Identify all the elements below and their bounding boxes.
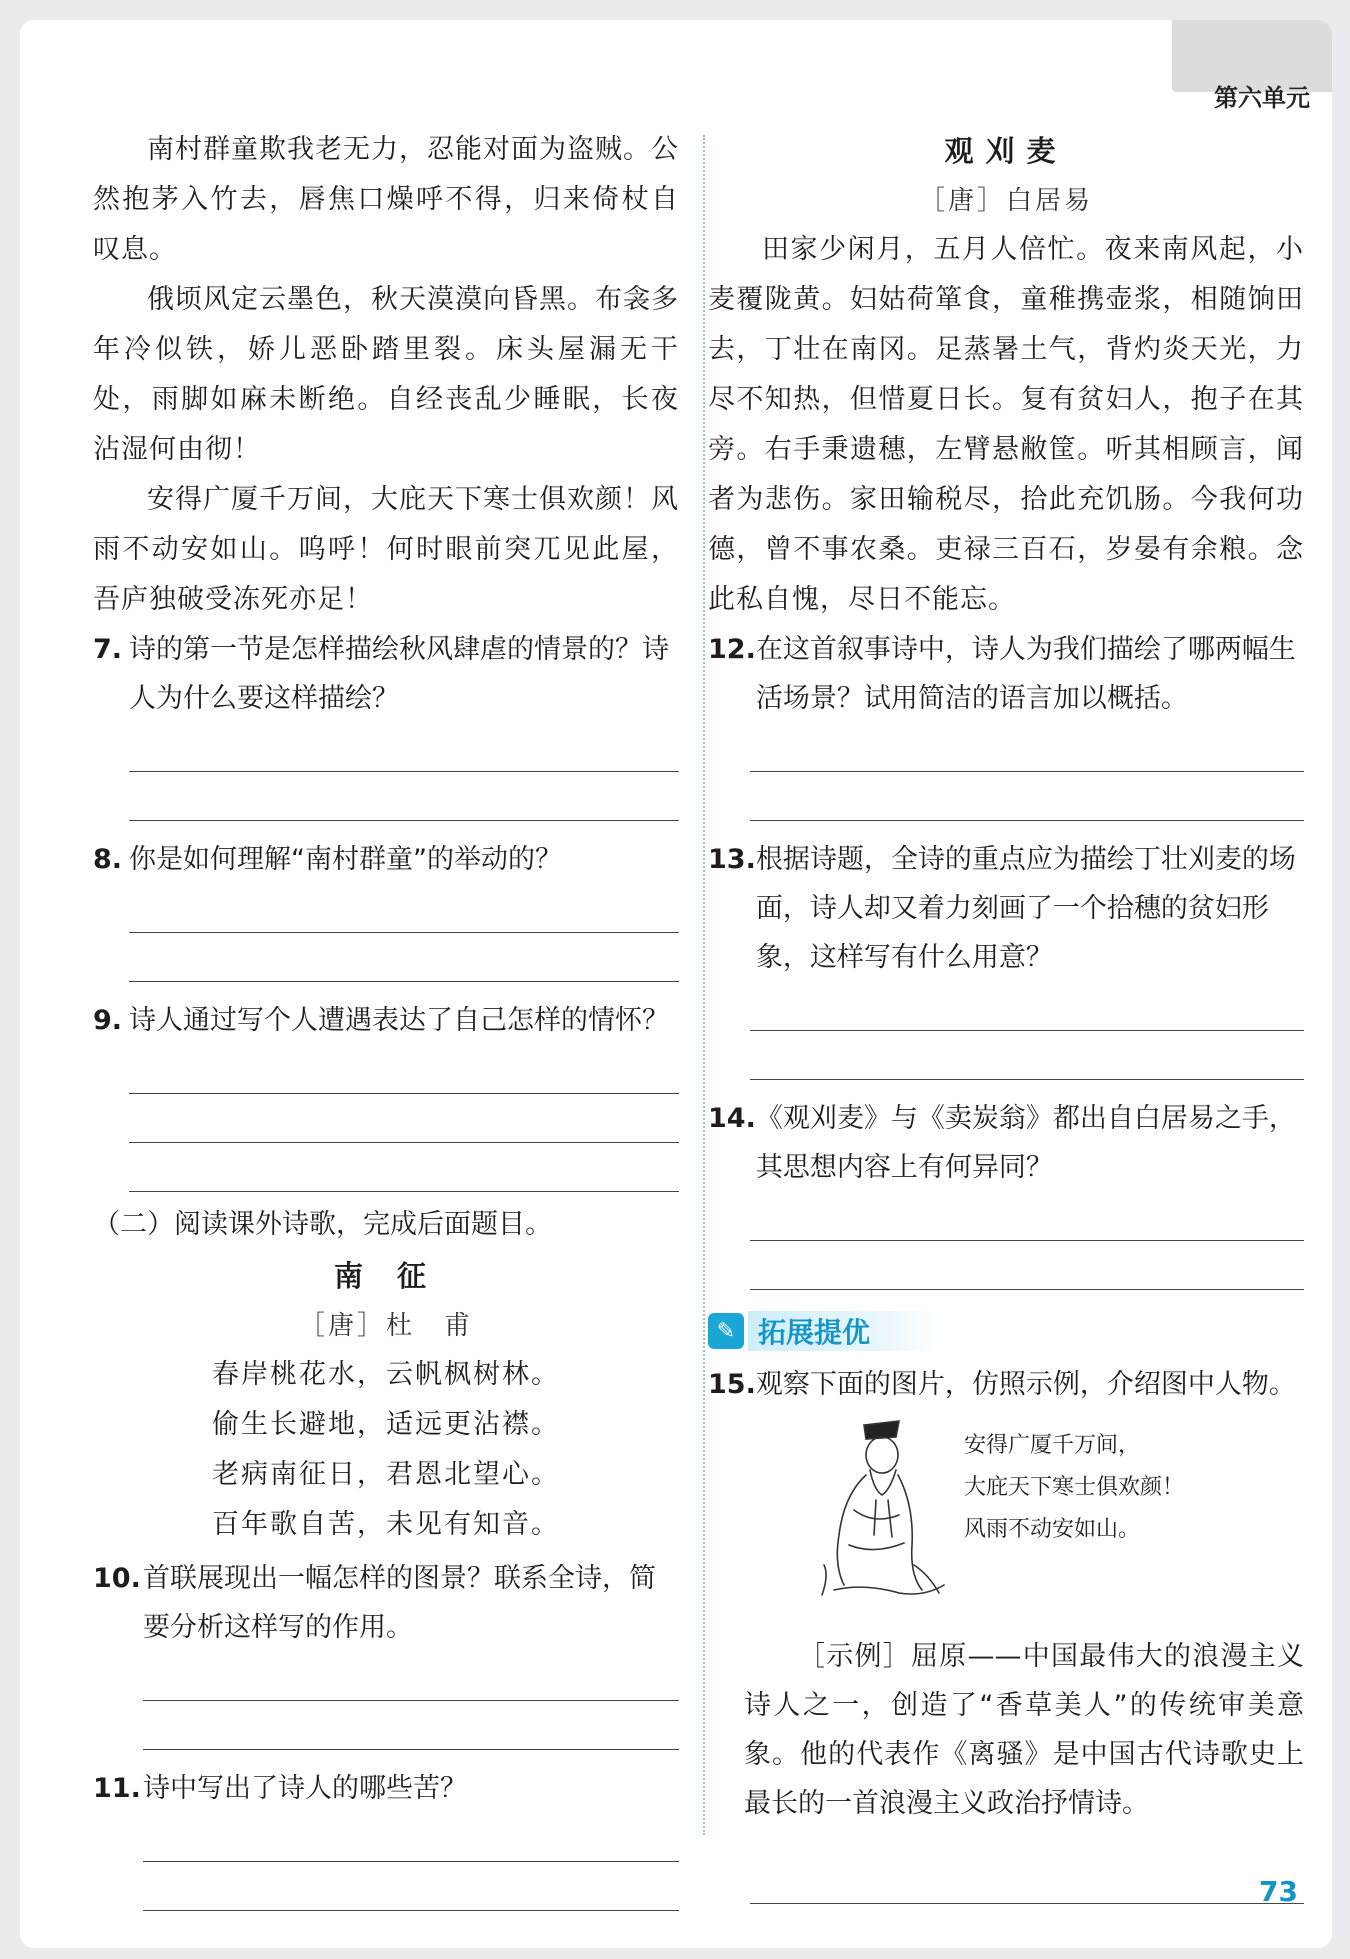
left-column (93, 125, 679, 1911)
unit-label: 第六单元 (1214, 84, 1310, 112)
answer-line[interactable] (750, 1904, 1304, 1948)
answer-line[interactable] (750, 1031, 1304, 1080)
answer-line[interactable] (129, 772, 679, 821)
question-15: 15. 观察下面的图片，仿照示例，介绍图中人物。 (708, 1369, 1296, 1400)
answer-line[interactable] (129, 933, 679, 982)
poem-paragraph: 俄顷风定云墨色，秋天漠漠向昏黑。布衾多年冷似铁，娇儿恶卧踏里裂。床头屋漏无干处，雨脚如麻未断绝。自经丧乱少睡眠，长夜沾湿何由彻！ (93, 284, 679, 465)
right-column (708, 125, 1304, 1948)
question-7: 7. 诗的第一节是怎样描绘秋风肆虐的情景的？诗人为什么要这样描绘？ (93, 634, 669, 714)
question-14: 14. 《观刈麦》与《卖炭翁》都出自白居易之手，其思想内容上有何异同？ (708, 1103, 1296, 1183)
question-12: 12. 在这首叙事诗中，诗人为我们描绘了哪两幅生活场景？试用简洁的语言加以概括。 (708, 634, 1296, 714)
answer-line[interactable] (129, 884, 679, 933)
figure (744, 1415, 1304, 1605)
extension-badge (708, 1306, 1304, 1356)
figure-caption: 安得广厦千万间， 大庇天下寒士俱欢颜！ 风雨不动安如山。 (964, 1433, 1185, 1542)
answer-line[interactable] (750, 1192, 1304, 1241)
poem-paragraph: 安得广厦千万间，大庇天下寒士俱欢颜！风雨不动安如山。呜呼！何时眼前突兀见此屋，吾庐独破受冻死亦足！ (93, 484, 679, 615)
poet-illustration (804, 1415, 954, 1600)
poem-title: 南 征 (333, 1259, 439, 1293)
poem-title: 观刈麦 (944, 134, 1068, 168)
answer-line[interactable] (129, 723, 679, 772)
question-10: 10. 首联展现出一幅怎样的图景？联系全诗，简要分析这样写的作用。 (93, 1563, 656, 1643)
question-11: 11. 诗中写出了诗人的哪些苦？ (93, 1773, 467, 1804)
page-number: 73 (1259, 1875, 1298, 1908)
question-13: 13. 根据诗题，全诗的重点应为描绘丁壮刈麦的场面，诗人却又着力刻画了一个拾穗的贫妇形象，这样写有什么用意？ (708, 844, 1296, 973)
pencil-icon: ✎ (708, 1313, 744, 1349)
poem-line: 老病南征日，君恩北望心。 (212, 1459, 560, 1490)
poem-author: ［唐］白居易 (918, 186, 1093, 216)
answer-line[interactable] (750, 1241, 1304, 1290)
answer-line[interactable] (750, 772, 1304, 821)
question-9: 9. 诗人通过写个人遭遇表达了自己怎样的情怀？ (93, 1005, 669, 1036)
poem-line: 偷生长避地，适远更沾襟。 (212, 1409, 560, 1440)
workbook-page (20, 20, 1332, 1948)
section-heading: （二）阅读课外诗歌，完成后面题目。 (93, 1209, 552, 1240)
answer-line[interactable] (750, 1855, 1304, 1904)
answer-line[interactable] (143, 1862, 679, 1911)
answer-line[interactable] (750, 982, 1304, 1031)
answer-line[interactable] (129, 1094, 679, 1143)
poem-paragraph: 南村群童欺我老无力，忍能对面为盗贼。公然抱茅入竹去，唇焦口燥呼不得，归来倚杖自叹息。 (93, 134, 679, 265)
poem-body: 田家少闲月，五月人倍忙。夜来南风起，小麦覆陇黄。妇姑荷箪食，童稚携壶浆，相随饷田去，丁壮在南冈。足蒸暑土气，背灼炎天光，力尽不知热，但惜夏日长。复有贫妇人，抱子在其旁。右手秉遗穗，左臂悬敝筐。听其相顾言，闻者为悲伤。家田输税尽，拾此充饥肠。今我何功德，曾不事农桑。吏禄三百石，岁晏有余粮。念此私自愧，尽日不能忘。 (708, 234, 1304, 615)
question-8: 8. 你是如何理解“南村群童”的举动的？ (93, 844, 562, 875)
answer-line[interactable] (143, 1813, 679, 1862)
column-divider (703, 135, 705, 1835)
poem-line: 春岸桃花水，云帆枫树林。 (212, 1359, 560, 1390)
answer-line[interactable] (143, 1701, 679, 1750)
extension-badge-label: 拓展提优 (748, 1311, 940, 1351)
example-text: ［示例］屈原——中国最伟大的浪漫主义诗人之一，创造了“香草美人”的传统审美意象。他的代表作《离骚》是中国古代诗歌史上最长的一首浪漫主义政治抒情诗。 (744, 1641, 1304, 1819)
answer-line[interactable] (143, 1652, 679, 1701)
answer-line[interactable] (750, 723, 1304, 772)
answer-line[interactable] (129, 1045, 679, 1094)
answer-line[interactable] (129, 1143, 679, 1192)
poem-author: ［唐］杜 甫 (298, 1311, 473, 1341)
poem-line: 百年歌自苦，未见有知音。 (212, 1509, 560, 1540)
